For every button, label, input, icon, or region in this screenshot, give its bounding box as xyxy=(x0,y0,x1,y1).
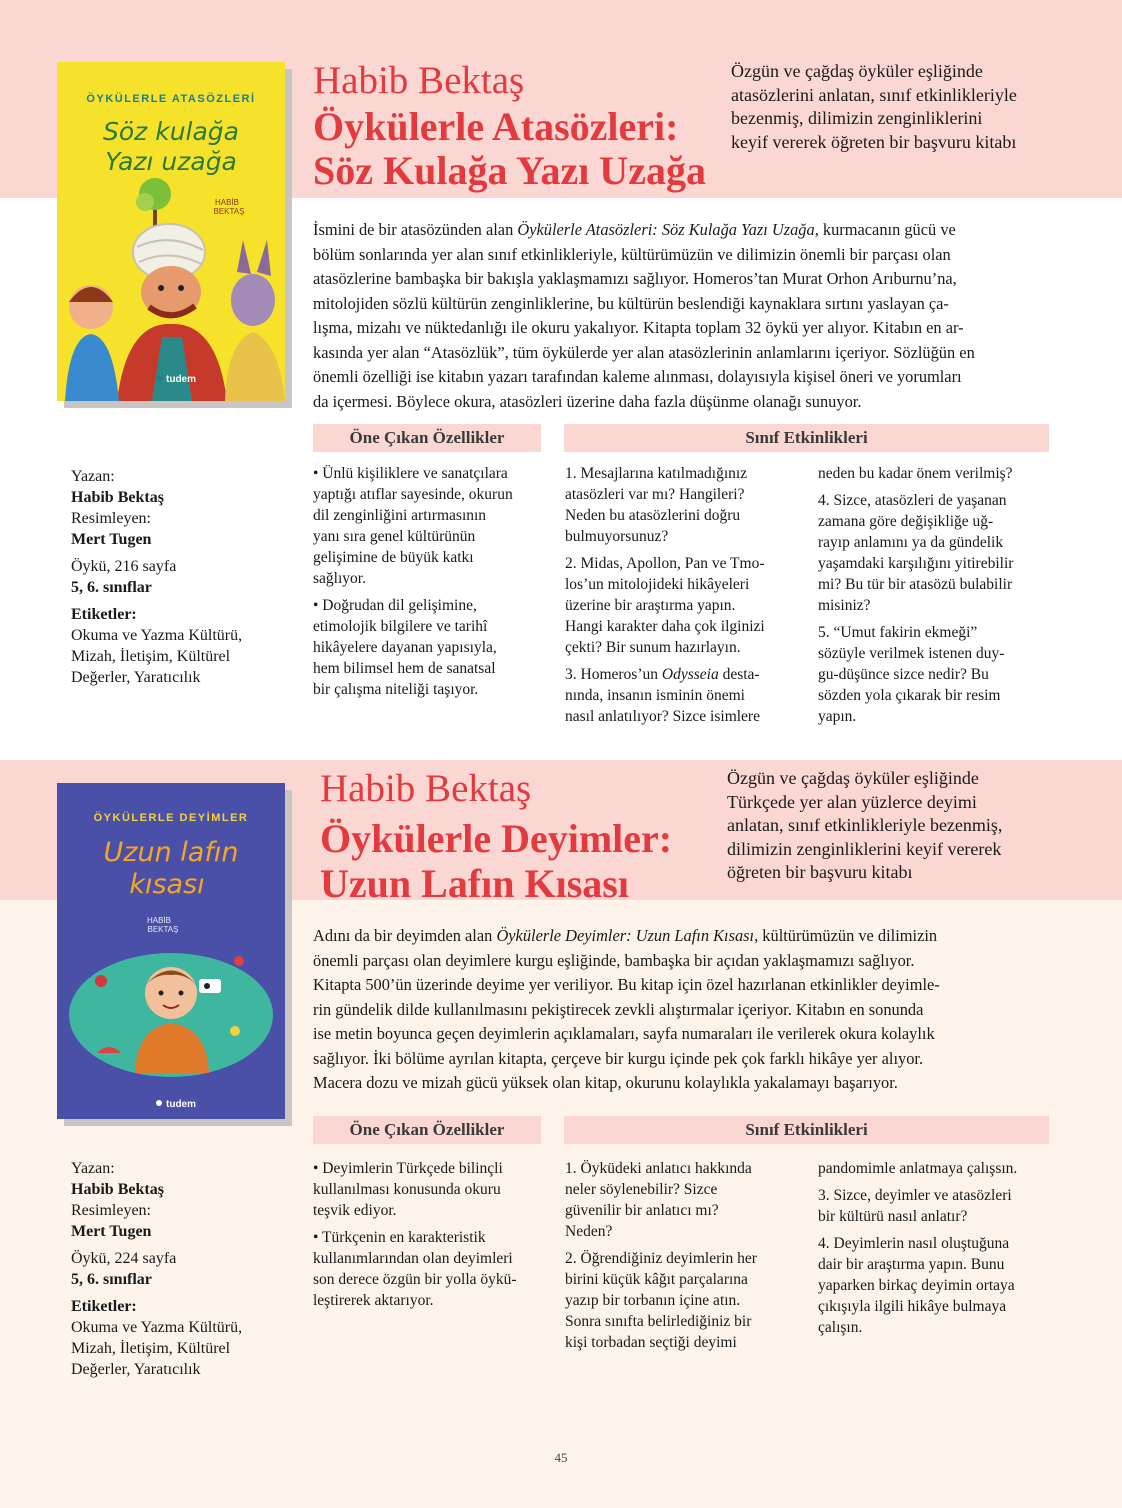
summary-book-title: Öykülerle Deyimler: Uzun Lafın Kısası xyxy=(496,926,755,945)
activity-item: 1. Öyküdeki anlatıcı hakkında neler söylenebilir? Sizce güvenilir bir anlatıcı mı? Neden? xyxy=(565,1160,752,1240)
tag-line: Değerler, Yaratıcılık xyxy=(71,669,201,686)
summary-line: sağlıyor. İki bölüme ayrılan kitapta, çerçeve bir kurgu içinde pek çok farklı hikâye yer alıyor. xyxy=(313,1048,924,1068)
tagline-line: keyif vererek öğreten bir başvuru kitabı xyxy=(731,131,1017,152)
book1-meta xyxy=(71,466,291,688)
summary-line: İsmini de bir atasözünden alan Öykülerle Atasözleri: Söz Kulağa Yazı Uzağa, kurmacanın gücü ve xyxy=(313,220,956,239)
tagline-line: öğreten bir başvuru kitabı xyxy=(727,862,913,882)
tag-line: Mizah, İletişim, Kültürel xyxy=(71,648,231,665)
writer-name: Habib Bektaş xyxy=(71,489,164,506)
tagline-line: Türkçede yer alan yüzlerce deyimi xyxy=(727,791,977,812)
book2-cover-author-2: BEKTAŞ xyxy=(147,925,179,934)
book2-author-heading: Habib Bektaş xyxy=(320,767,532,810)
book1-cover-title-1: Söz kulağa xyxy=(102,117,240,146)
summary-line: lışma, mizahı ve nüktedanlığı ile okuru yakalıyor. Kitapta toplam 32 öykü yer alıyor. Kitabın en ar- xyxy=(313,318,964,337)
book1-cover-author-2: BEKTAŞ xyxy=(213,207,245,216)
feature-item: • Türkçenin en karakteristik kullanımlarından olan deyimleri son derece özgün bir yolla öykü- leştirerek aktarıyor. xyxy=(313,1229,517,1309)
tagline-line: atasözlerini anlatan, sınıf etkinlikleriyle xyxy=(731,84,1017,105)
book2-cover-illustration xyxy=(57,783,285,1119)
book2-title-line-2: Uzun Lafın Kısası xyxy=(320,861,629,906)
summary-line: mitolojiden sözlü kültürün zenginliklerine, bu kültürün beslendiği kaynaklara sırtını yaslayan ça- xyxy=(313,293,949,313)
summary-line: da içermesi. Böylece okura, atasözleri üzerine daha fazla düşünme olanağı sunuyor. xyxy=(313,391,862,411)
book2-cover-title-1: Uzun lafın xyxy=(103,837,239,868)
tag-line: Okuma ve Yazma Kültürü, xyxy=(71,1319,243,1336)
book2-cover-series: ÖYKÜLERLE DEYİMLER xyxy=(93,812,249,824)
page-count: Öykü, 224 sayfa xyxy=(71,1250,177,1267)
book2-activities-col-2 xyxy=(818,1158,1058,1344)
book1-cover-title-2: Yazı uzağa xyxy=(105,147,237,176)
book1-activities-heading: Sınıf Etkinlikleri xyxy=(564,424,1049,452)
tags-label: Etiketler: xyxy=(71,606,137,623)
activity-item: 4. Deyimlerin nasıl oluştuğuna dair bir araştırma yapın. Bunu yaparken birkaç deyimin ortaya çıkışıyla ilgili hikâye bulmaya çalışın. xyxy=(818,1235,1015,1336)
writer-label: Yazan: xyxy=(71,468,115,485)
summary-book-title: Öykülerle Atasözleri: Söz Kulağa Yazı Uzağa xyxy=(517,220,815,239)
page-count: Öykü, 216 sayfa xyxy=(71,558,177,575)
book2-cover-title-2: kısası xyxy=(129,869,205,900)
grade-levels: 5, 6. sınıflar xyxy=(71,579,152,596)
tag-line: Mizah, İletişim, Kültürel xyxy=(71,1340,231,1357)
activity-item: 2. Öğrendiğiniz deyimlerin her birini küçük kâğıt parçalarına yazıp bir torbanın içine atın. Sonra sınıfta belirlediğiniz bir kişi torbadan seçtiği deyimi xyxy=(565,1250,757,1351)
book1-cover-author-1: HABİB xyxy=(214,198,240,207)
summary-line: kasında yer alan “Atasözlük”, tüm öykülerde yer alan atasözlerinin anlamlarını içeriyor. Sözlüğün en xyxy=(313,342,975,362)
activity-item: neden bu kadar önem verilmiş? xyxy=(818,465,1013,482)
book2-activities-heading: Sınıf Etkinlikleri xyxy=(564,1116,1049,1144)
tags-label: Etiketler: xyxy=(71,1298,137,1315)
illustrator-label: Resimleyen: xyxy=(71,1202,151,1219)
activity-item: 1. Mesajlarına katılmadığınız atasözleri var mı? Hangileri? Neden bu atasözlerini doğru bulmuyorsunuz? xyxy=(565,465,748,545)
book1-features-heading: Öne Çıkan Özellikler xyxy=(313,424,541,452)
activity-item: 2. Midas, Apollon, Pan ve Tmo- los’un mitolojideki hikâyeleri üzerine bir araştırma yapın. Hangi karakter daha çok ilginizi çekti? Bir sunum hazırlayın. xyxy=(565,555,765,656)
illustrator-name: Mert Tugen xyxy=(71,1223,152,1240)
book1-title-line-1: Öykülerle Atasözleri: xyxy=(313,104,679,149)
book2-features-list xyxy=(313,1158,553,1317)
activity-item: 3. Sizce, deyimler ve atasözleri bir kültürü nasıl anlatır? xyxy=(818,1187,1012,1225)
book1-cover-illustration xyxy=(57,62,285,401)
book2-cover-publisher: tudem xyxy=(166,1099,196,1110)
feature-item: • Ünlü kişiliklere ve sanatçılara yaptığı atıflar sayesinde, okurun dil zenginliğini artırmasının yanı sıra genel kültürünün gelişimine de büyük katkı sağlıyor. xyxy=(313,465,513,587)
activity-item: 3. Homeros’un Odysseia desta- nında, insanın isminin önemi nasıl anlatılıyor? Sizce isimlere xyxy=(565,666,760,725)
book1-activities-col-1 xyxy=(565,463,805,733)
summary-line: Adını da bir deyimden alan Öykülerle Deyimler: Uzun Lafın Kısası, kültürümüzün ve dilimizin xyxy=(313,926,938,945)
tagline-line: Özgün ve çağdaş öyküler eşliğinde xyxy=(727,768,979,788)
illustrator-name: Mert Tugen xyxy=(71,531,152,548)
tagline-line: dilimizin zenginliklerini keyif vererek xyxy=(727,838,1002,859)
page-number: 45 xyxy=(554,1450,568,1465)
summary-line: önemli parçası olan deyimlere kurgu eşliğinde, bambaşka bir açıdan yaklaşmamızı sağlıyor. xyxy=(313,950,915,970)
summary-line: rin gündelik dilde kullanılmasını pekiştirecek zevkli alıştırmalar içeriyor. Kitabın en sonunda xyxy=(313,999,924,1019)
tag-line: Okuma ve Yazma Kültürü, xyxy=(71,627,243,644)
book1-summary xyxy=(313,218,1058,414)
book1-cover-series: ÖYKÜLERLE ATASÖZLERİ xyxy=(86,93,256,105)
tagline-line: bezenmiş, dilimizin zenginliklerini xyxy=(731,108,983,128)
summary-line: önemli özelliği ise kitabın yazarı tarafından kaleme alınması, dolayısıyla kişisel öneri ve yorumları xyxy=(313,367,962,386)
summary-line: atasözlerine bambaşka bir bakışla yaklaşmamızı sağlıyor. Homeros’tan Murat Orhon Arıburnu’na, xyxy=(313,269,957,288)
book2-features-heading: Öne Çıkan Özellikler xyxy=(313,1116,541,1144)
book2-summary xyxy=(313,924,1058,1096)
book1-features-list xyxy=(313,463,553,706)
summary-line: bölüm sonlarında yer alan sınıf etkinlikleriyle, kültürümüzün ve dilimizin önemli bir parçası olan xyxy=(313,244,951,264)
book1-author-heading: Habib Bektaş xyxy=(313,59,525,102)
book1-cover-publisher: tudem xyxy=(166,374,196,385)
feature-item: • Doğrudan dil gelişimine, etimolojik bilgilere ve tarihî hikâyelere dayanan yapısıyla, hem bilimsel hem de sanatsal bir çalışma niteliği taşıyor. xyxy=(313,597,497,698)
epic-title: Odysseia xyxy=(661,666,719,683)
illustrator-label: Resimleyen: xyxy=(71,510,151,527)
activity-item: pandomimle anlatmaya çalışsın. xyxy=(818,1160,1018,1177)
book2-tagline xyxy=(727,767,1087,885)
book1-cover xyxy=(57,62,285,401)
activity-item: 5. “Umut fakirin ekmeği” sözüyle verilmek istenen duy- gu-düşünce sizce nedir? Bu sözden yola çıkarak bir resim yapın. xyxy=(818,624,1005,725)
tagline-line: anlatan, sınıf etkinlikleriyle bezenmiş, xyxy=(727,815,1003,835)
book2-cover-author-1: HABİB xyxy=(146,916,172,925)
summary-line: Kitapta 500’ün üzerinde deyime yer veriliyor. Bu kitap için özel hazırlanan etkinlikler deyimle- xyxy=(313,975,940,994)
book1-title-line-2: Söz Kulağa Yazı Uzağa xyxy=(313,148,706,193)
grade-levels: 5, 6. sınıflar xyxy=(71,1271,152,1288)
feature-item: • Deyimlerin Türkçede bilinçli kullanılması konusunda okuru teşvik ediyor. xyxy=(313,1160,503,1219)
writer-name: Habib Bektaş xyxy=(71,1181,164,1198)
activity-item: 4. Sizce, atasözleri de yaşanan zamana göre değişikliğe uğ- rayıp anlamını ya da gündelik yaşamdaki karşılığını yitirebilir mi? Bu tür bir atasözü bulabilir misiniz? xyxy=(818,492,1014,614)
summary-line: Macera dozu ve mizah gücü yüksek olan kitap, okurunu kolaylıkla yakalamayı başarıyor. xyxy=(313,1073,898,1092)
book2-title-line-1: Öykülerle Deyimler: xyxy=(320,816,673,861)
writer-label: Yazan: xyxy=(71,1160,115,1177)
book2-activities-col-1 xyxy=(565,1158,805,1359)
book2-cover xyxy=(57,783,285,1119)
book1-activities-col-2 xyxy=(818,463,1058,733)
tag-line: Değerler, Yaratıcılık xyxy=(71,1361,201,1378)
summary-line: ise metin boyunca geçen deyimlerin açıklamaları, sayfa numaraları ile verilerek okura kolaylık xyxy=(313,1024,935,1043)
tagline-line: Özgün ve çağdaş öyküler eşliğinde xyxy=(731,61,983,81)
book2-meta xyxy=(71,1158,291,1380)
book1-tagline xyxy=(731,60,1091,154)
